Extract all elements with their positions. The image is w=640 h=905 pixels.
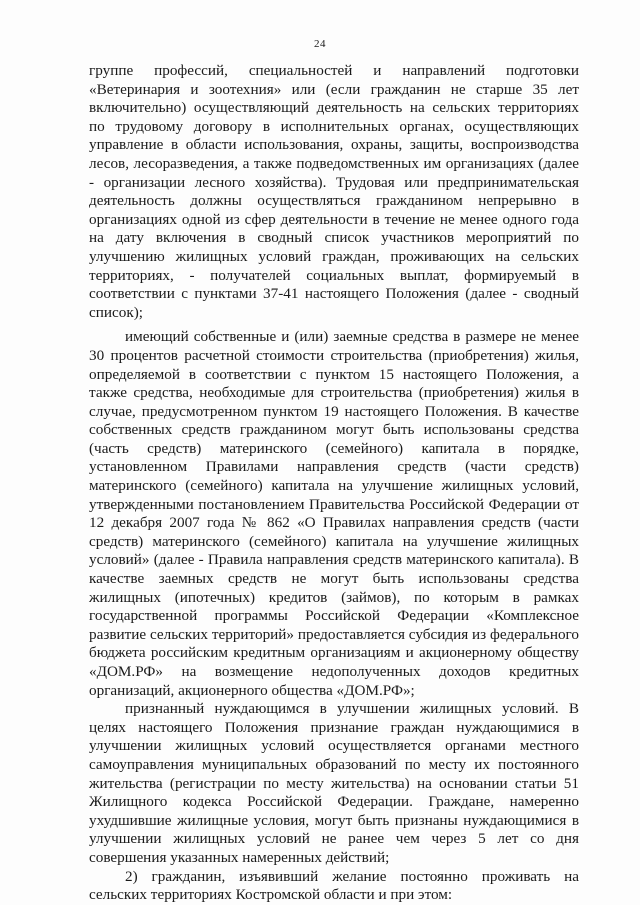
paragraph-item-2: 2) гражданин, изъявивший желание постоянно проживать на сельских территориях Костромской области и при этом: [89,867,579,904]
paragraph-own-funds: имеющий собственные и (или) заемные средства в размере не менее 30 процентов расчетной стоимости строительства (приобретения) жилья, определяемой в соответствии с пунктом 15 настоящего Положения, а также средства, необходимые для строительства (приобретения) жилья в случае, предусмотренном пунктом 19 настоящего Положения. В качестве собственных средств гражданином могут быть использованы средства (часть средств) материнского (семейного) капитала в порядке, установленном Правилами направления средств (части средств) материнского (семейного) капитала на улучшение жилищных условий, утвержденными постановлением Правительства Российской Федерации от 12 декабря 2007 года № 862 «О Правилах направления средств (части средств) материнского (семейного) капитала на улучшение жилищных условий» (далее - Правила направления средств материнского капитала). В качестве заемных средств не могут быть использованы средства жилищных (ипотечных) кредитов (займов), по которым в рамках государственной программы Российской Федерации «Комплексное развитие сельских территорий» предоставляется субсидия из федерального бюджета российским кредитным организациям и акционерному обществу «ДОМ.РФ» на возмещение недополученных доходов кредитных организаций, акционерного общества «ДОМ.РФ»; [89,328,579,699]
document-body [89,62,579,905]
paragraph-continuation: группе профессий, специальностей и направлений подготовки «Ветеринария и зоотехния» или (если гражданин не старше 35 лет включительно) осуществляющий деятельность на сельских территориях по трудовому договору в исполнительных органах, осуществляющих управление в области использования, охраны, защиты, воспроизводства лесов, лесоразведения, а также подведомственных им организациях (далее - организации лесного хозяйства). Трудовая или предпринимательская деятельность должны осуществляться гражданином непрерывно в организациях одной из сфер деятельности в течение не менее одного года на дату включения в сводный список участников мероприятий по улучшению жилищных условий граждан, проживающих на сельских территориях, - получателей социальных выплат, формируемый в соответствии с пунктами 37-41 настоящего Положения (далее - сводный список); [89,62,579,321]
paragraph-housing-need: признанный нуждающимся в улучшении жилищных условий. В целях настоящего Положения признание граждан нуждающимися в улучшении жилищных условий осуществляется органами местного самоуправления муниципальных образований по месту их постоянного жительства (регистрации по месту жительства) на основании статьи 51 Жилищного кодекса Российской Федерации. Граждане, намеренно ухудшившие жилищные условия, могут быть признаны нуждающимися в улучшении жилищных условий не ранее чем через 5 лет со дня совершения указанных намеренных действий; [89,700,579,866]
page-number: 24 [314,38,326,50]
